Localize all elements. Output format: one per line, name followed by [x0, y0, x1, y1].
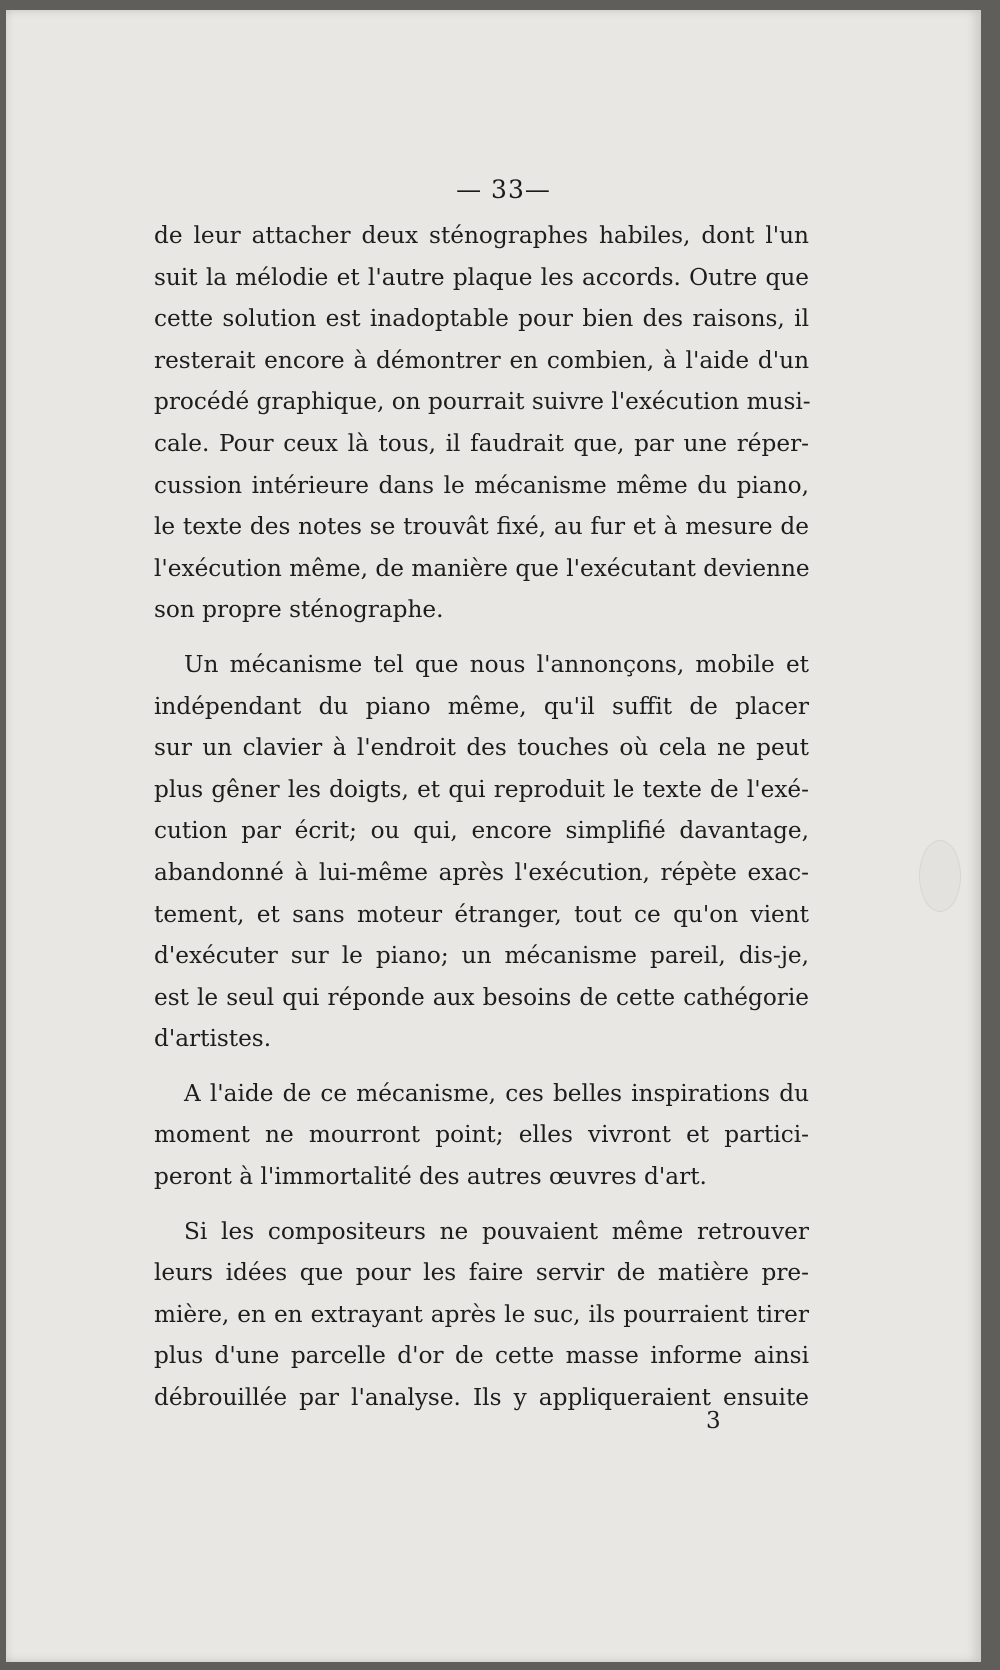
paragraph-3 [154, 1073, 809, 1198]
text-line: le texte des notes se trouvât fixé, au fur et à mesure de [154, 513, 809, 541]
text-line: A l'aide de ce mécanisme, ces belles inspirations du [184, 1079, 809, 1107]
text-line: moment ne mourront point; elles vivront et partici- [154, 1121, 809, 1149]
signature-mark: 3 [706, 1408, 721, 1434]
text-line: plus gêner les doigts, et qui reproduit le texte de l'exé- [154, 775, 809, 803]
text-line: plus d'une parcelle d'or de cette masse informe ainsi [154, 1342, 809, 1370]
book-page [6, 10, 981, 1662]
text-line: cale. Pour ceux là tous, il faudrait que, par une réper- [154, 429, 809, 457]
paper-bleed-mark [919, 840, 961, 912]
page-number: — 33— [456, 175, 551, 204]
body-text [154, 215, 809, 1432]
text-line: cette solution est inadoptable pour bien des raisons, il [154, 305, 809, 333]
text-line: son propre sténographe. [154, 596, 444, 624]
paragraph-4 [154, 1211, 809, 1419]
text-line: tement, et sans moteur étranger, tout ce qu'on vient [154, 900, 809, 928]
text-line: Si les compositeurs ne pouvaient même retrouver [184, 1217, 809, 1245]
text-line: procédé graphique, on pourrait suivre l'exécution musi- [154, 388, 811, 416]
text-line: cussion intérieure dans le mécanisme même du piano, [154, 471, 809, 499]
text-line: débrouillée par l'analyse. Ils y appliqueraient ensuite [154, 1384, 809, 1412]
text-line: leurs idées que pour les faire servir de matière pre- [154, 1259, 809, 1287]
text-line: l'exécution même, de manière que l'exécutant devienne [154, 554, 810, 582]
text-line: peront à l'immortalité des autres œuvres d'art. [154, 1163, 707, 1191]
text-line: cution par écrit; ou qui, encore simplifié davantage, [154, 817, 809, 845]
text-line: Un mécanisme tel que nous l'annonçons, mobile et [184, 650, 809, 678]
text-line: sur un clavier à l'endroit des touches où cela ne peut [154, 734, 809, 762]
text-line: d'artistes. [154, 1025, 272, 1053]
text-line: d'exécuter sur le piano; un mécanisme pareil, dis-je, [154, 942, 809, 970]
text-line: est le seul qui réponde aux besoins de cette cathégorie [154, 983, 809, 1011]
text-line: indépendant du piano même, qu'il suffit de placer [154, 692, 809, 720]
paragraph-1 [154, 215, 809, 631]
text-line: suit la mélodie et l'autre plaque les accords. Outre que [154, 263, 809, 291]
text-line: abandonné à lui-même après l'exécution, répète exac- [154, 858, 809, 886]
text-line: de leur attacher deux sténographes habiles, dont l'un [154, 222, 809, 249]
paragraph-2 [154, 644, 809, 1060]
text-line: resterait encore à démontrer en combien, à l'aide d'un [154, 346, 809, 374]
text-line: mière, en en extrayant après le suc, ils pourraient tirer [154, 1300, 809, 1328]
